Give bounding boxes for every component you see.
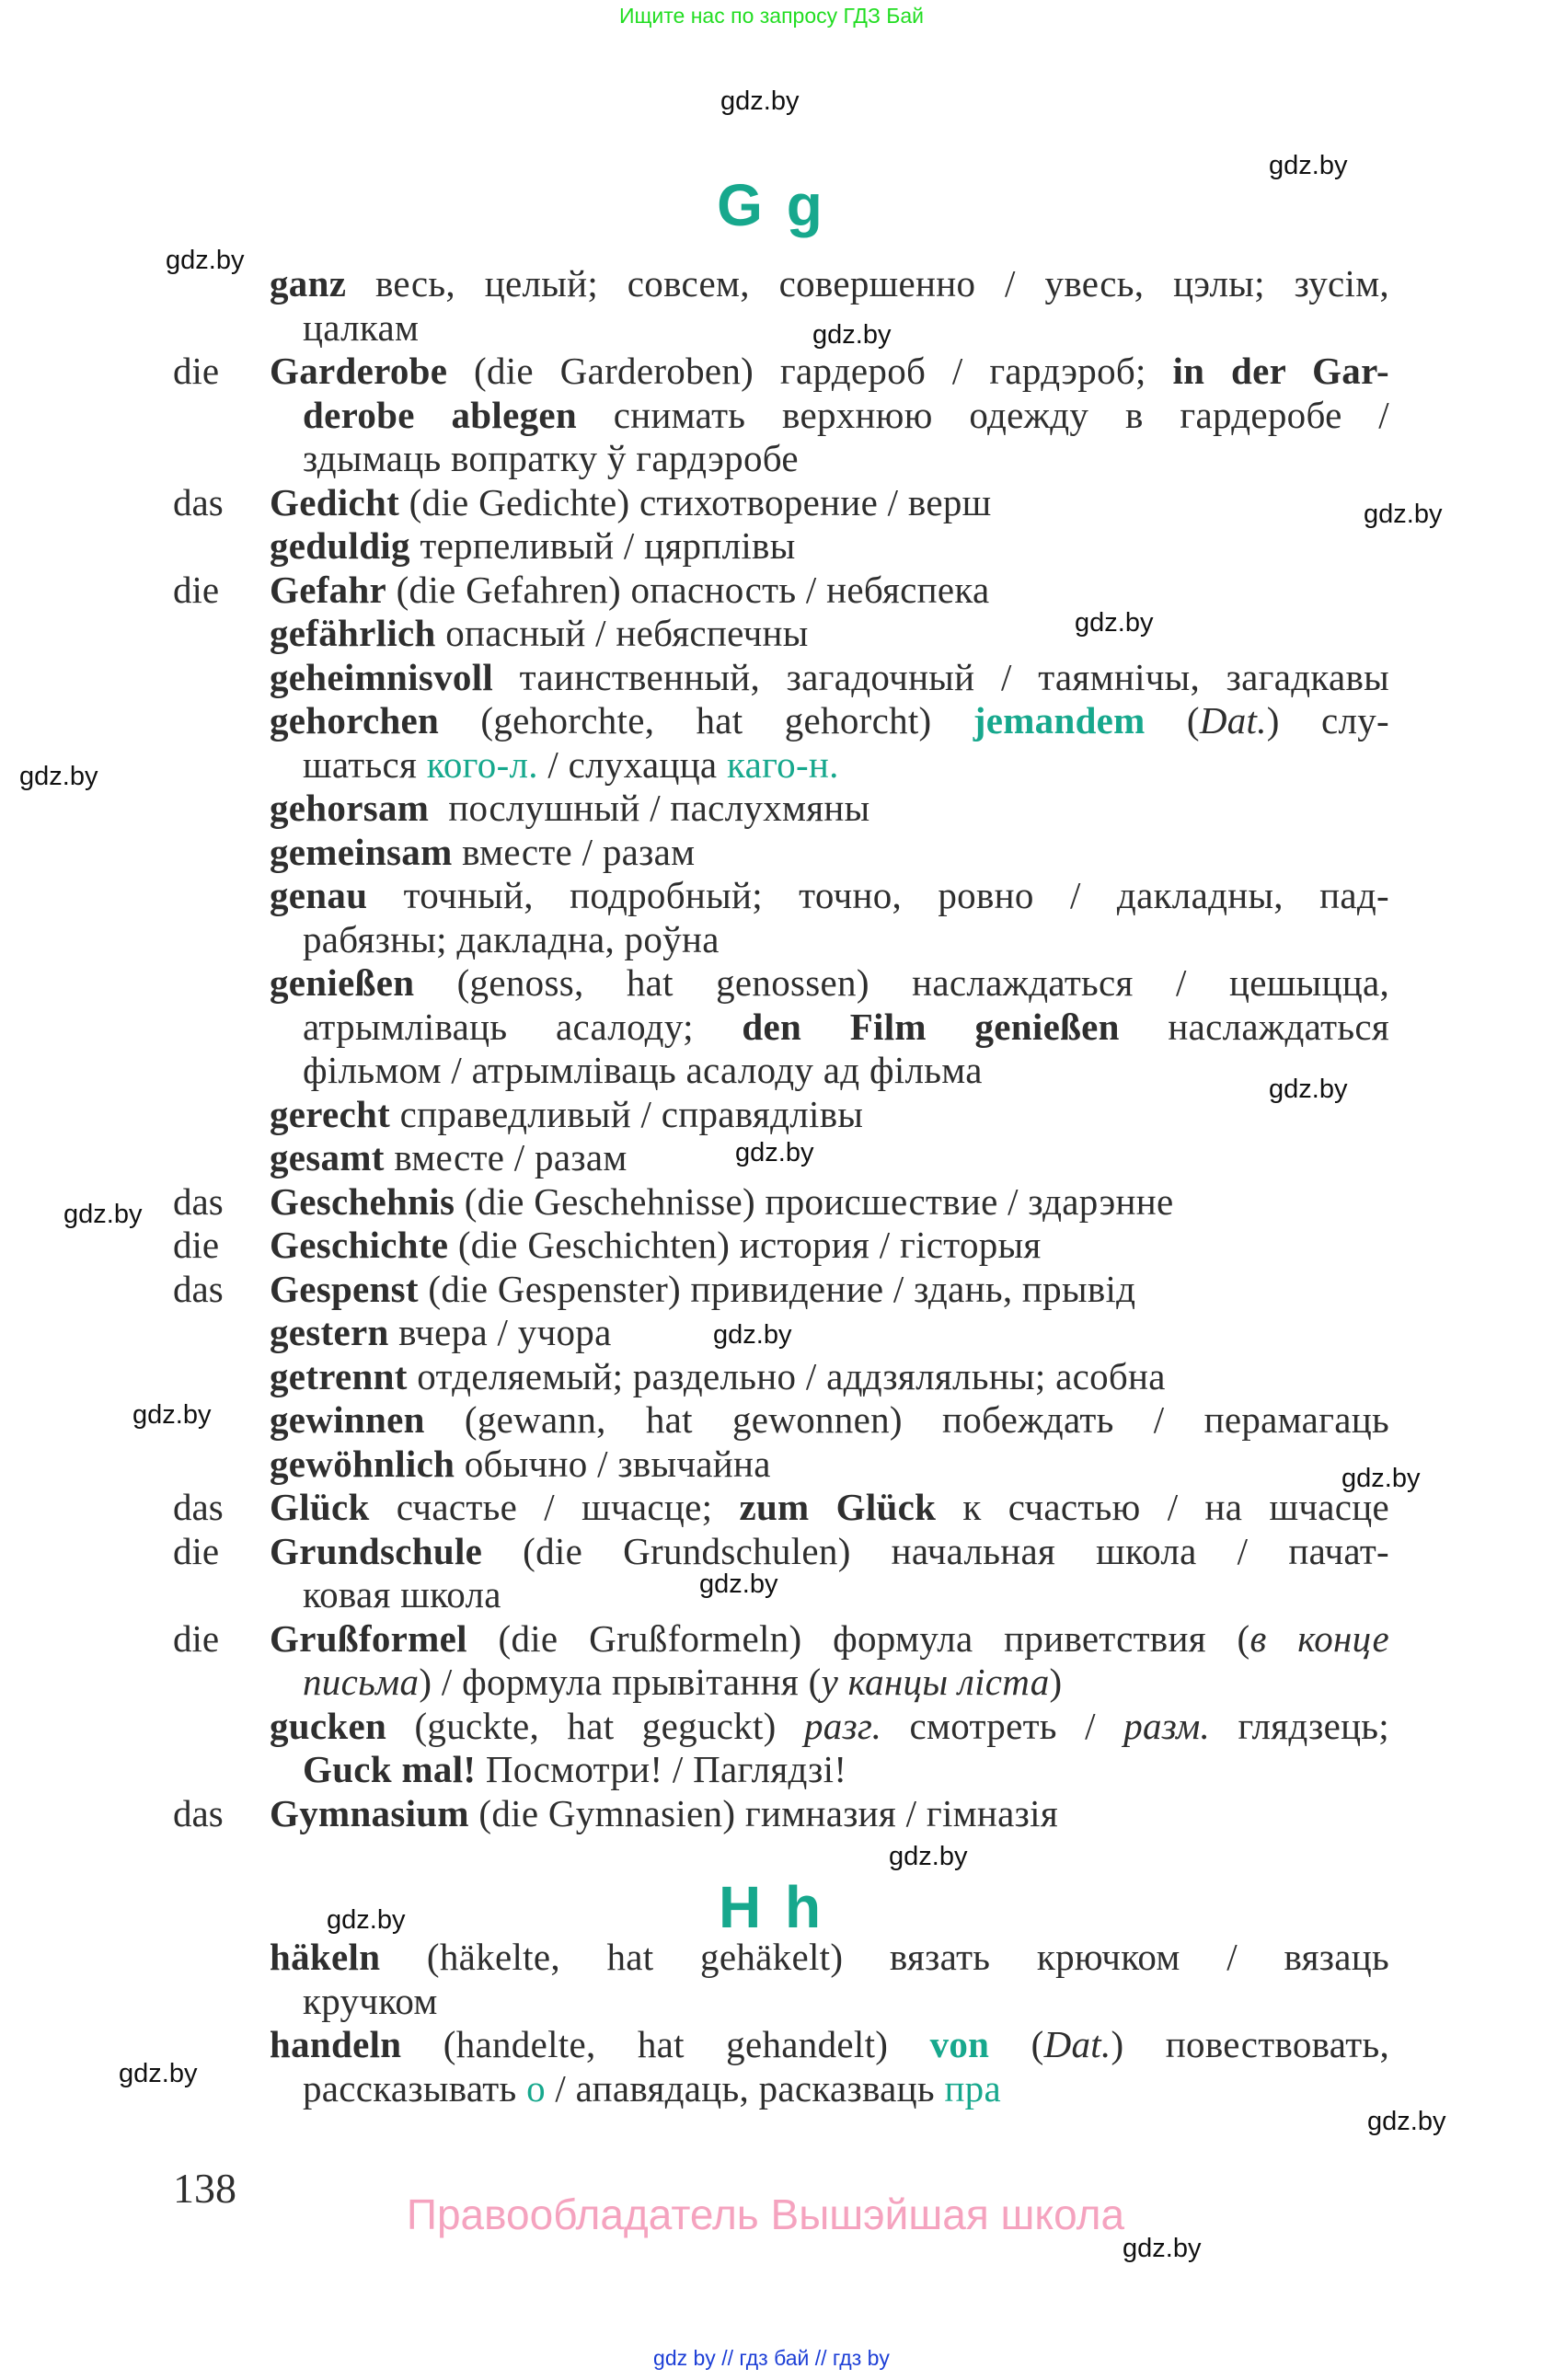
phrase: den Film genießen [742, 1005, 1120, 1048]
entry-article: die [173, 1224, 220, 1266]
translation: ) [1049, 1661, 1063, 1703]
watermark-text: gdz.by [713, 1320, 792, 1350]
translation: ) слу- [1266, 699, 1390, 742]
translation: вчера / учора [388, 1311, 612, 1353]
entry-line [270, 1397, 1389, 1442]
headword: Gespenst [270, 1267, 419, 1310]
phrase: zum Glück [739, 1486, 937, 1528]
headword: häkeln [270, 1936, 381, 1979]
translation: справедливый / справядлівы [390, 1092, 864, 1135]
entry-line [270, 1791, 1389, 1835]
watermark-text: gdz.by [1367, 2107, 1446, 2136]
entry-line [270, 1485, 1389, 1529]
entry-continuation-line [303, 1660, 1389, 1704]
translation: послушный / паслухмяны [429, 787, 870, 829]
grammar-hint: пра [944, 2066, 1001, 2110]
headword: Grußformel [270, 1616, 467, 1660]
headword: Geschichte [270, 1224, 449, 1266]
headword: gehorsam [270, 787, 430, 829]
entry-line [270, 1179, 1389, 1224]
watermark-text: gdz.by [735, 1138, 814, 1167]
headword: genießen [270, 961, 415, 1004]
entry-line [270, 655, 1389, 699]
copyright-notice: Правообладатель Вышэйшая школа [406, 2190, 1125, 2238]
entry-line [270, 1310, 1389, 1354]
entry-line [270, 480, 1389, 524]
entry-line [270, 349, 1389, 393]
headword: Gedicht [270, 480, 400, 523]
watermark-text: gdz.by [327, 1905, 406, 1935]
translation: наслаждаться [1119, 1005, 1389, 1048]
entry-line [270, 1529, 1389, 1573]
watermark-text: gdz.by [1123, 2234, 1202, 2263]
headword: Gymnasium [270, 1791, 469, 1834]
entry-article: die [173, 350, 220, 392]
entry-continuation-line [303, 1747, 1389, 1791]
translation: ) / формула прывітання ( [419, 1661, 822, 1703]
phrase: derobe ablegen [303, 393, 577, 436]
watermark-text: gdz.by [1269, 1075, 1348, 1104]
translation: весь, целый; совсем, совершенно / увесь, цэлы; зусім, [346, 262, 1389, 305]
entry-line [270, 1616, 1389, 1661]
translation: Посмотри! / Паглядзі! [476, 1748, 847, 1790]
translation: ковая школа [303, 1573, 501, 1615]
headword: gerecht [270, 1092, 391, 1135]
headword: gesamt [270, 1136, 385, 1179]
translation: терпеливый / цярплівы [409, 524, 796, 567]
headword: gucken [270, 1704, 387, 1747]
translation: (die Gymnasien) гимназия / гімназія [468, 1791, 1059, 1834]
entry-line [270, 1092, 1389, 1136]
entry-line [270, 873, 1389, 917]
phrase: in der Gar- [1172, 350, 1390, 392]
watermark-text: gdz.by [19, 762, 98, 791]
translation: (die Gefahren) опасность / небяспека [386, 568, 990, 611]
headword: gefährlich [270, 612, 436, 654]
translation: смотреть / [881, 1704, 1124, 1747]
translation: кручком [303, 1979, 438, 2022]
entry-article: das [173, 1179, 224, 1223]
usage-label: в конце [1249, 1616, 1389, 1660]
headword: Grundschule [270, 1529, 483, 1572]
phrase: Guck mal! [303, 1748, 477, 1790]
translation: (genoss, hat genossen) наслаждаться / цешыцца, [414, 961, 1389, 1004]
entry-continuation-line [303, 1979, 1389, 2023]
translation: глядзець; [1210, 1704, 1389, 1747]
entry-line [270, 2022, 1389, 2066]
headword: gehorchen [270, 699, 440, 742]
translation: (die Grundschulen) начальная школа / пачат- [482, 1529, 1389, 1572]
translation: счастье / шчасце; [369, 1486, 740, 1528]
translation: (gewann, hat gewonnen) побеждать / перамагаць [424, 1398, 1389, 1441]
usage-label: разг. [803, 1704, 882, 1747]
usage-label: письма [303, 1661, 420, 1703]
footer-links: gdz by // гдз бай // гдз by [653, 2346, 890, 2370]
grammar-hint: каго-н. [726, 742, 839, 786]
grammar-hint: кого-л. [426, 742, 538, 786]
translation: ( [989, 2023, 1044, 2066]
translation: атрымліваць асалоду; [303, 1005, 743, 1048]
translation: шаться [303, 742, 427, 786]
headword: getrennt [270, 1354, 408, 1397]
watermark-text: gdz.by [119, 2059, 198, 2088]
entry-article: die [173, 1529, 220, 1572]
translation: (die Gespenster) привидение / здань, прывід [418, 1267, 1136, 1310]
headword: Garderobe [270, 350, 448, 392]
watermark-text: gdz.by [889, 1842, 968, 1871]
usage-label: Dat. [1199, 699, 1267, 742]
entry-line [270, 1354, 1389, 1398]
translation: вместе / разам [384, 1136, 628, 1179]
usage-label: Dat. [1043, 2023, 1111, 2066]
translation: (die Gedichte) стихотворение / верш [399, 480, 992, 523]
translation: к счастью / на шчасце [936, 1486, 1389, 1528]
entry-line [270, 1704, 1389, 1748]
translation: опасный / небяспечны [435, 612, 809, 654]
translation: рассказывать [303, 2066, 527, 2110]
headword: gestern [270, 1311, 389, 1353]
translation: здымаць вопратку ў гардэробе [303, 437, 799, 479]
entry-continuation-line [303, 1048, 1389, 1092]
entry-continuation-line [303, 2066, 1389, 2110]
translation: точный, подробный; точно, ровно / дакладны, пад- [367, 874, 1389, 916]
entry-line [270, 830, 1389, 874]
translation: (die Geschichten) история / гісторыя [448, 1224, 1042, 1266]
entry-line [270, 568, 1389, 612]
entry-article: das [173, 1791, 224, 1834]
phrase: jemandem [973, 699, 1146, 742]
translation: (handelte, hat gehandelt) [401, 2023, 930, 2066]
translation: отделяемый; раздельно / аддзяляльны; асобна [407, 1354, 1166, 1397]
translation: (die Garderoben) гардероб / гардэроб; [447, 350, 1173, 392]
translation: (die Grußformeln) формула приветствия ( [466, 1616, 1250, 1660]
translation: ) повествовать, [1111, 2023, 1389, 2066]
entry-article: das [173, 1267, 224, 1310]
headword: handeln [270, 2023, 402, 2066]
phrase: von [929, 2023, 990, 2066]
headword: ganz [270, 262, 347, 305]
usage-label: разм. [1123, 1704, 1211, 1747]
entry-continuation-line [303, 436, 1389, 480]
entry-line [270, 1442, 1389, 1486]
translation: (häkelte, hat gehäkelt) вязать крючком / вязаць [380, 1936, 1389, 1979]
watermark-text: gdz.by [699, 1569, 778, 1599]
headword: gewöhnlich [270, 1442, 455, 1485]
entry-line [270, 261, 1389, 305]
headword: gemeinsam [270, 830, 453, 873]
watermark-text: gdz.by [720, 86, 800, 116]
headword: Gefahr [270, 568, 387, 611]
translation: рабязны; дакладна, роўна [303, 917, 720, 960]
translation: фільмом / атрымліваць асалоду ад фільма [303, 1049, 983, 1091]
search-hint-banner: Ищите нас по запросу ГДЗ Бай [618, 4, 925, 28]
watermark-text: gdz.by [1075, 608, 1154, 638]
entry-line [270, 1135, 1389, 1179]
entry-continuation-line [303, 917, 1389, 961]
watermark-text: gdz.by [1364, 500, 1443, 529]
watermark-text: gdz.by [166, 246, 245, 275]
entry-article: die [173, 1616, 220, 1660]
translation: / слухацца [537, 742, 727, 786]
entry-line [270, 611, 1389, 655]
translation: ( [1145, 699, 1200, 742]
watermark-text: gdz.by [132, 1400, 212, 1430]
translation: таинственный, загадочный / таямнічы, загадкавы [493, 655, 1389, 698]
entry-article: die [173, 568, 220, 611]
entry-article: das [173, 1486, 224, 1528]
translation: вместе / разам [452, 830, 696, 873]
grammar-hint: о [526, 2066, 546, 2110]
translation: (die Geschehnisse) происшествие / здарэнне [455, 1179, 1174, 1223]
translation: снимать верхнюю одежду в гардеробе / [576, 393, 1389, 436]
entry-line [270, 786, 1389, 830]
translation: (gehorchte, hat gehorcht) [439, 699, 973, 742]
watermark-text: gdz.by [812, 320, 892, 350]
watermark-text: gdz.by [1341, 1464, 1421, 1493]
entry-line [270, 523, 1389, 568]
headword: geheimnisvoll [270, 655, 494, 698]
translation: обычно / звычайна [455, 1442, 771, 1485]
entry-article: das [173, 480, 224, 523]
entry-line [270, 1267, 1389, 1311]
headword: geduldig [270, 524, 410, 567]
headword: Geschehnis [270, 1179, 455, 1223]
section-letter-h: H h [718, 1874, 825, 1940]
headword: gewinnen [270, 1398, 425, 1441]
section-letter-g: G g [717, 172, 826, 238]
entry-continuation-line [303, 1572, 1389, 1616]
entry-continuation-line [303, 1005, 1389, 1049]
translation: / апавядаць, расказваць [545, 2066, 945, 2110]
usage-label: у канцы ліста [821, 1661, 1050, 1703]
translation: цалкам [303, 305, 420, 349]
page-number: 138 [173, 2165, 236, 2212]
entry-line [270, 698, 1389, 742]
entry-line [270, 1223, 1389, 1267]
watermark-text: gdz.by [1269, 151, 1348, 180]
watermark-text: gdz.by [63, 1200, 143, 1229]
headword: Glück [270, 1486, 370, 1528]
entry-continuation-line [303, 742, 1389, 787]
headword: genau [270, 874, 368, 916]
entry-line [270, 960, 1389, 1005]
entry-line [270, 1935, 1389, 1979]
translation: (guckte, hat geguckt) [386, 1704, 804, 1747]
entry-continuation-line [303, 393, 1389, 437]
